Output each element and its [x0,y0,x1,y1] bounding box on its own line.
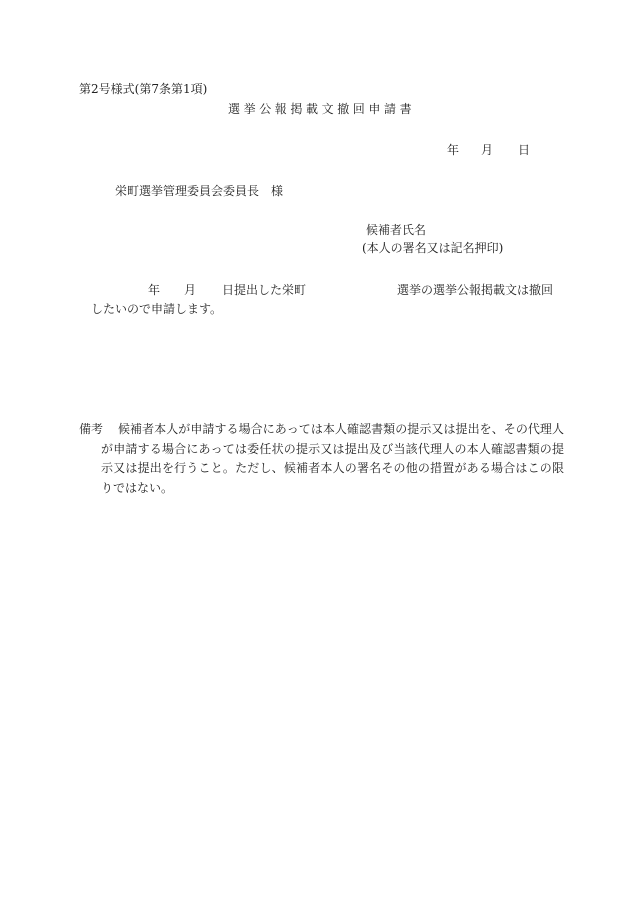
remarks-text: 候補者本人が申請する場合にあっては本人確認書類の提示又は提出を、その代理人が申請する場合にあっては委任状の提示又は提出及び当該代理人の本人確認書類の提示又は提出を行うこと。ただし、候補者本人の署名その他の措置がある場合はこの限りではない。 [101,422,564,496]
date-year-label: 年 [447,143,460,157]
date-month-label: 月 [481,143,494,157]
body-year-label: 年 [148,283,161,297]
date-line [447,144,530,156]
date-day-label: 日 [518,143,531,157]
addressee: 栄町選挙管理委員会委員長 様 [115,184,284,198]
document-title: 選挙公報掲載文撤回申請書 [228,102,416,116]
body-submitted-text: 日提出した栄町 [222,283,307,297]
body-election-text: 選挙の選挙公報掲載文は撤回 [397,283,554,297]
form-number: 第2号様式(第7条第1項) [79,82,208,96]
candidate-signature-note: (本人の署名又は記名押印) [362,241,504,255]
body-month-label: 月 [184,283,197,297]
candidate-name-label: 候補者氏名 [366,223,427,237]
request-body-line2: したいので申請します。 [91,302,223,316]
remarks-label: 備考 [79,422,104,436]
